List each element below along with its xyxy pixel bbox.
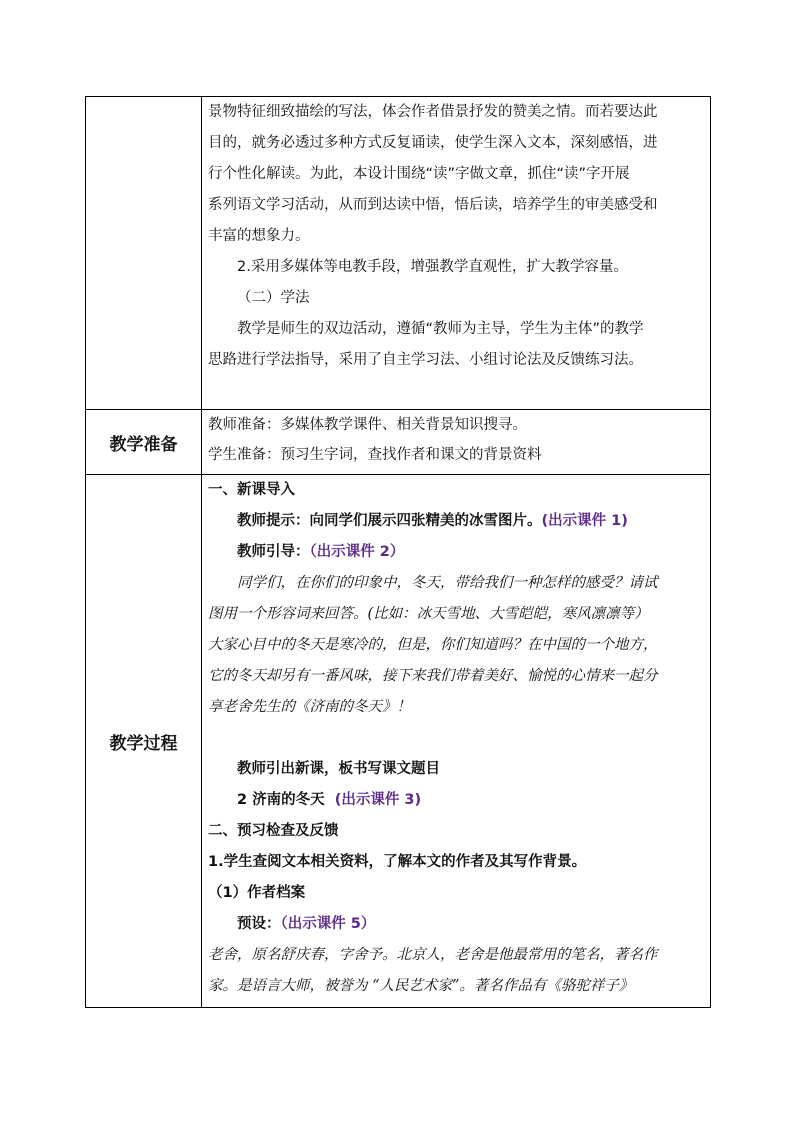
row-process [86,475,711,1008]
intro-line: 它的冬天却另有一番风味，接下来我们带着美好、愉悦的心情来一起分 [208,668,658,684]
author-line: 老舍，原名舒庆春，字舍予。北京人，老舍是他最常用的笔名，著名作 [208,947,658,963]
lesson-title-text: 2 济南的冬天 [237,792,325,808]
preset-text: 预设： [237,916,281,932]
item-1: 1.学生查阅文本相关资料，了解本文的作者及其写作背景。 [208,854,587,870]
intro-line: 同学们，在你们的印象中，冬天，带给我们一种怎样的感受？请试 [237,575,658,591]
xuefa-line: 思路进行学法指导，采用了自主学习法、小组讨论法及反馈练习法。 [208,352,643,368]
row-preparation [86,410,711,475]
teacher-guide [208,537,704,568]
process-cell [202,475,711,1008]
preset [208,909,704,940]
empty-label-cell [86,97,202,410]
xuefa-heading: （二）学法 [237,290,310,306]
point-2: 2.采用多媒体等电教手段，增强教学直观性，扩大教学容量。 [237,259,628,275]
courseware-ref-1: (出示课件 1) [541,513,628,529]
lesson-plan-table [85,96,711,1008]
intro-line: 图用一个形容词来回答。(比如：冰天雪地、大雪皑皑，寒风凛凛等） [208,606,649,622]
courseware-ref-3: (出示课件 3) [334,792,422,808]
preparation-cell [202,410,711,475]
new-lesson: 教师引出新课，板书写课文题目 [237,761,440,777]
rationale-line: 目的，就务必透过多种方式反复诵读，使学生深入文本，深刻感悟，进 [208,135,658,151]
teacher-preparation: 教师准备：多媒体教学课件、相关背景知识搜寻。 [208,417,527,433]
intro-line: 大家心目中的冬天是寒冷的，但是，你们知道吗？在中国的一个地方， [208,637,658,653]
row-design-rationale [86,97,711,410]
student-preparation: 学生准备：预习生字词，查找作者和课文的背景资料 [208,447,542,463]
rationale-line: 景物特征细致描绘的写法，体会作者借景抒发的赞美之情。而若要达此 [208,104,658,120]
courseware-ref-2: （出示课件 2） [309,544,405,560]
spacer [208,723,704,754]
design-rationale-cell [202,97,711,410]
section-1-heading: 一、新课导入 [208,482,295,498]
section-2-heading: 二、预习检查及反馈 [208,823,339,839]
rationale-line: 行个性化解读。为此，本设计围绕“读”字做文章，抓住“读”字开展 [208,166,630,182]
rationale-line: 丰富的想象力。 [208,228,310,244]
item-1-sub: （1）作者档案 [208,885,306,901]
intro-line: 享老舍先生的《济南的冬天》！ [208,699,411,715]
preparation-label: 教学准备 [86,410,202,475]
lesson-title [208,785,704,816]
rationale-line: 系列语文学习活动，从而到达读中悟，悟后读，培养学生的审美感受和 [208,197,658,213]
teacher-tip [208,506,704,537]
teacher-guide-text: 教师引导： [237,544,310,560]
courseware-ref-5: （出示课件 5） [280,916,376,932]
process-label: 教学过程 [86,475,202,1008]
teacher-tip-text: 教师提示：向同学们展示四张精美的冰雪图片。 [237,513,542,529]
xuefa-line: 教学是师生的双边活动，遵循“教师为主导，学生为主体”的教学 [237,321,644,337]
author-line: 家。是语言大师，被誉为 “人民艺术家”。著名作品有《骆驼祥子》 [208,978,634,994]
